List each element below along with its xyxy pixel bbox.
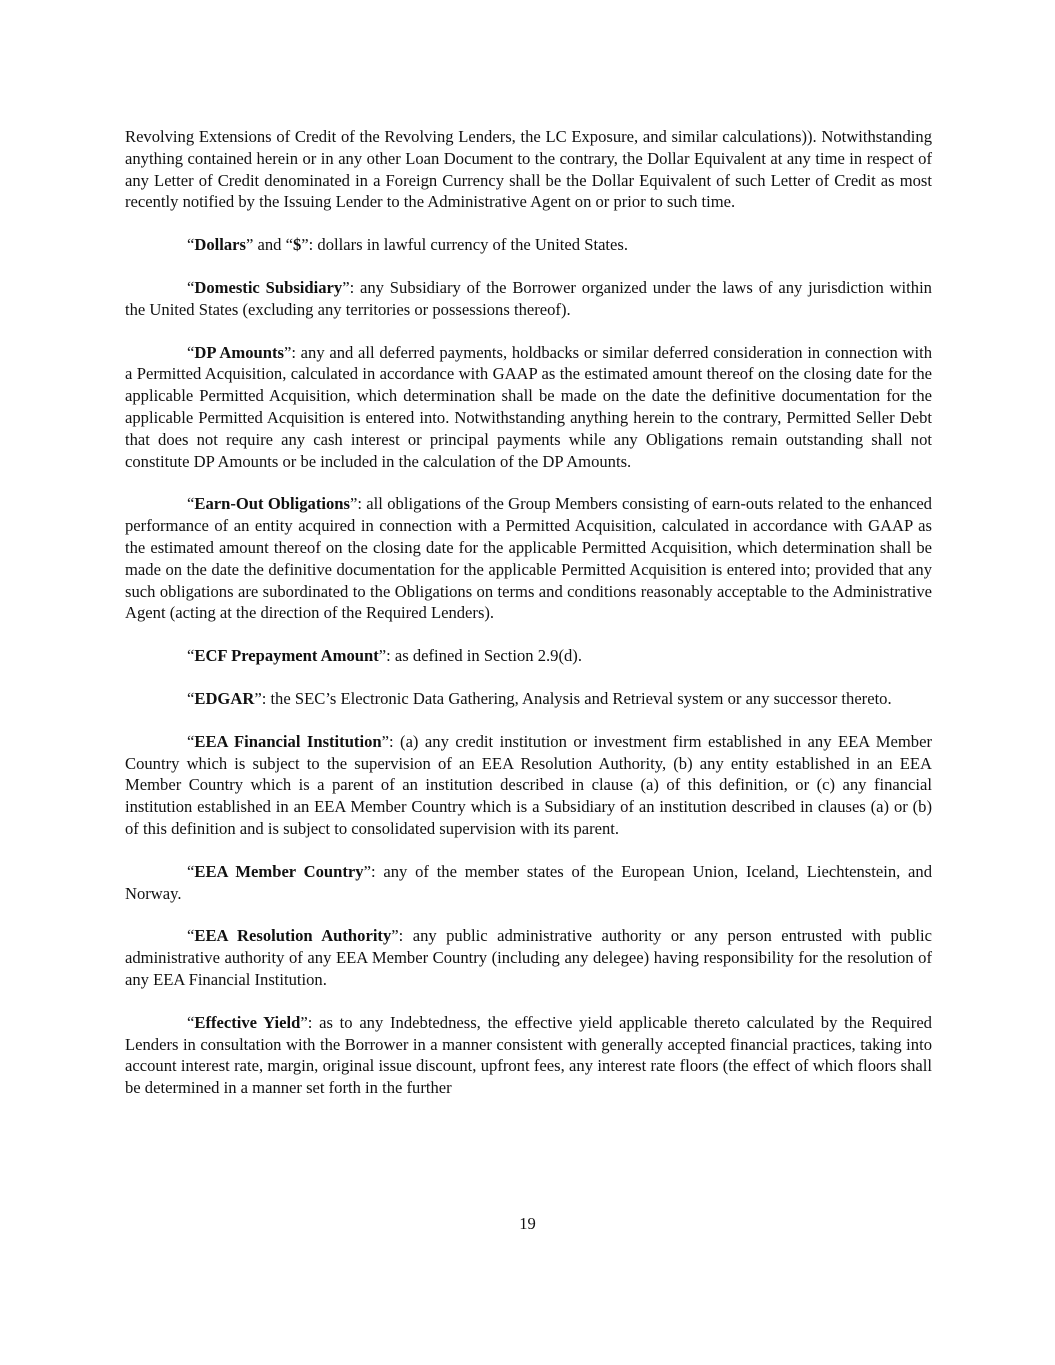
definition-text: : (a) any credit institution or investment firm established in any EEA Member Country which is subject to the supervision of an EEA Resolution Authority, (b) any entity established in an EEA Member Country which is a parent of an institution described in clause (a) of this definition, or (c) any financial institution established in an EEA Member Country which is a Subsidiary of an institution described in clauses (a) or (b) of this definition and is subject to consolidated supervision with its parent. [125,731,932,838]
definition-dollars: “Dollars” and “$”: dollars in lawful currency of the United States. [187,235,629,255]
defined-term: $ [293,235,302,255]
defined-term: Dollars [194,235,246,255]
defined-term: Effective Yield [194,1012,301,1032]
definition-edgar: “EDGAR”: the SEC’s Electronic Data Gathering, Analysis and Retrieval system or any successor thereto. [187,688,892,708]
definition-eea-member-country: “EEA Member Country”: any of the member states of the European Union, Iceland, Liechtenstein, and Norway. [125,861,932,903]
page-number: 19 [519,1214,536,1233]
defined-term: Earn-Out Obligations [194,494,350,514]
defined-term: ECF Prepayment Amount [194,646,379,666]
definition-text: : dollars in lawful currency of the United States. [308,235,629,255]
defined-term: EEA Member Country [194,861,364,881]
defined-term: EEA Resolution Authority [194,926,392,946]
definition-text: : as defined in Section 2.9(d). [386,646,582,666]
defined-term: EDGAR [194,688,255,708]
definition-eea-resolution-authority: “EEA Resolution Authority”: any public administrative authority or any person entrusted with public administrative authority of any EEA Member Country (including any delegee) having responsibility for the resolution of any EEA Financial Institution. [125,926,932,989]
definition-eea-financial-institution: “EEA Financial Institution”: (a) any credit institution or investment firm established in any EEA Member Country which is subject to the supervision of an EEA Resolution Authority, (b) any entity established in an EEA Member Country which is a parent of an institution described in clause (a) of this definition, or (c) any financial institution established in an EEA Member Country which is a Subsidiary of an institution described in clauses (a) or (b) of this definition and is subject to consolidated supervision with its parent. [125,731,932,838]
definition-effective-yield: “Effective Yield”: as to any Indebtedness, the effective yield applicable thereto calculated by the Required Lenders in consultation with the Borrower in a manner consistent with generally accepted financial practices, taking into account interest rate, margin, original issue discount, upfront fees, any interest rate floors (the effect of which floors shall be determined in a manner set forth in the further [125,1012,932,1098]
definition-text: : as to any Indebtedness, the effective yield applicable thereto calculated by the Required Lenders in consultation with the Borrower in a manner consistent with generally accepted financial practices, taking into account interest rate, margin, original issue discount, upfront fees, any interest rate floors (the effect of which floors shall be determined in a manner set forth in the further [125,1012,932,1098]
definition-text: : the SEC’s Electronic Data Gathering, Analysis and Retrieval system or any successor thereto. [261,688,892,708]
definition-dp-amounts: “DP Amounts”: any and all deferred payments, holdbacks or similar deferred consideration in connection with a Permitted Acquisition, calculated in accordance with GAAP as the estimated amount thereof on the closing date for the applicable Permitted Acquisition, which determination shall be made on the date the definitive documentation for the applicable Permitted Acquisition is entered into. Notwithstanding anything herein to the contrary, Permitted Seller Debt that does not require any cash interest or principal payments while any Obligations remain outstanding shall not constitute DP Amounts or be included in the calculation of the DP Amounts. [125,342,932,471]
defined-term: EEA Financial Institution [194,731,382,751]
defined-term: DP Amounts [194,342,284,362]
definition-text: : any of the member states of the European Union, Iceland, Liechtenstein, and Norway. [125,861,932,903]
definition-earn-out-obligations: “Earn-Out Obligations”: all obligations of the Group Members consisting of earn-outs related to the enhanced performance of an entity acquired in connection with a Permitted Acquisition, calculated in accordance with GAAP as the estimated amount thereof on the closing date for the applicable Permitted Acquisition, which determination shall be made on the date the definitive documentation for the applicable Permitted Acquisition is entered into; provided that any such obligations are subordinated to the Obligations on terms and conditions reasonably acceptable to the Administrative Agent (acting at the direction of the Required Lenders). [125,494,932,623]
definition-text: : any Subsidiary of the Borrower organized under the laws of any jurisdiction within the United States (excluding any territories or possessions thereof). [125,277,932,319]
definition-text: : any and all deferred payments, holdbacks or similar deferred consideration in connection with a Permitted Acquisition, calculated in accordance with GAAP as the estimated amount thereof on the closing date for the applicable Permitted Acquisition, which determination shall be made on the date the definitive documentation for the applicable Permitted Acquisition is entered into. Notwithstanding anything herein to the contrary, Permitted Seller Debt that does not require any cash interest or principal payments while any Obligations remain outstanding shall not constitute DP Amounts or be included in the calculation of the DP Amounts. [125,342,932,471]
paragraph-continuation [125,126,932,213]
paragraph-text: Revolving Extensions of Credit of the Revolving Lenders, the LC Exposure, and similar calculations)). Notwithstanding anything contained herein or in any other Loan Document to the contrary, the Dollar Equivalent at any time in respect of any Letter of Credit denominated in a Foreign Currency shall be the Dollar Equivalent of such Letter of Credit as most recently notified by the Issuing Lender to the Administrative Agent on or prior to such time. [125,127,932,212]
document-page [125,126,932,1120]
defined-term: Domestic Subsidiary [194,277,343,297]
definition-domestic-subsidiary: “Domestic Subsidiary”: any Subsidiary of the Borrower organized under the laws of any jurisdiction within the United States (excluding any territories or possessions thereof). [125,277,932,319]
definition-ecf-prepayment-amount: “ECF Prepayment Amount”: as defined in Section 2.9(d). [187,646,582,666]
definition-text: : any public administrative authority or any person entrusted with public administrative authority of any EEA Member Country (including any delegee) having responsibility for the resolution of any EEA Financial Institution. [125,926,932,989]
definition-text: : all obligations of the Group Members consisting of earn-outs related to the enhanced performance of an entity acquired in connection with a Permitted Acquisition, calculated in accordance with GAAP as the estimated amount thereof on the closing date for the applicable Permitted Acquisition, which determination shall be made on the date the definitive documentation for the applicable Permitted Acquisition is entered into; provided that any such obligations are subordinated to the Obligations on terms and conditions reasonably acceptable to the Administrative Agent (acting at the direction of the Required Lenders). [125,494,932,623]
